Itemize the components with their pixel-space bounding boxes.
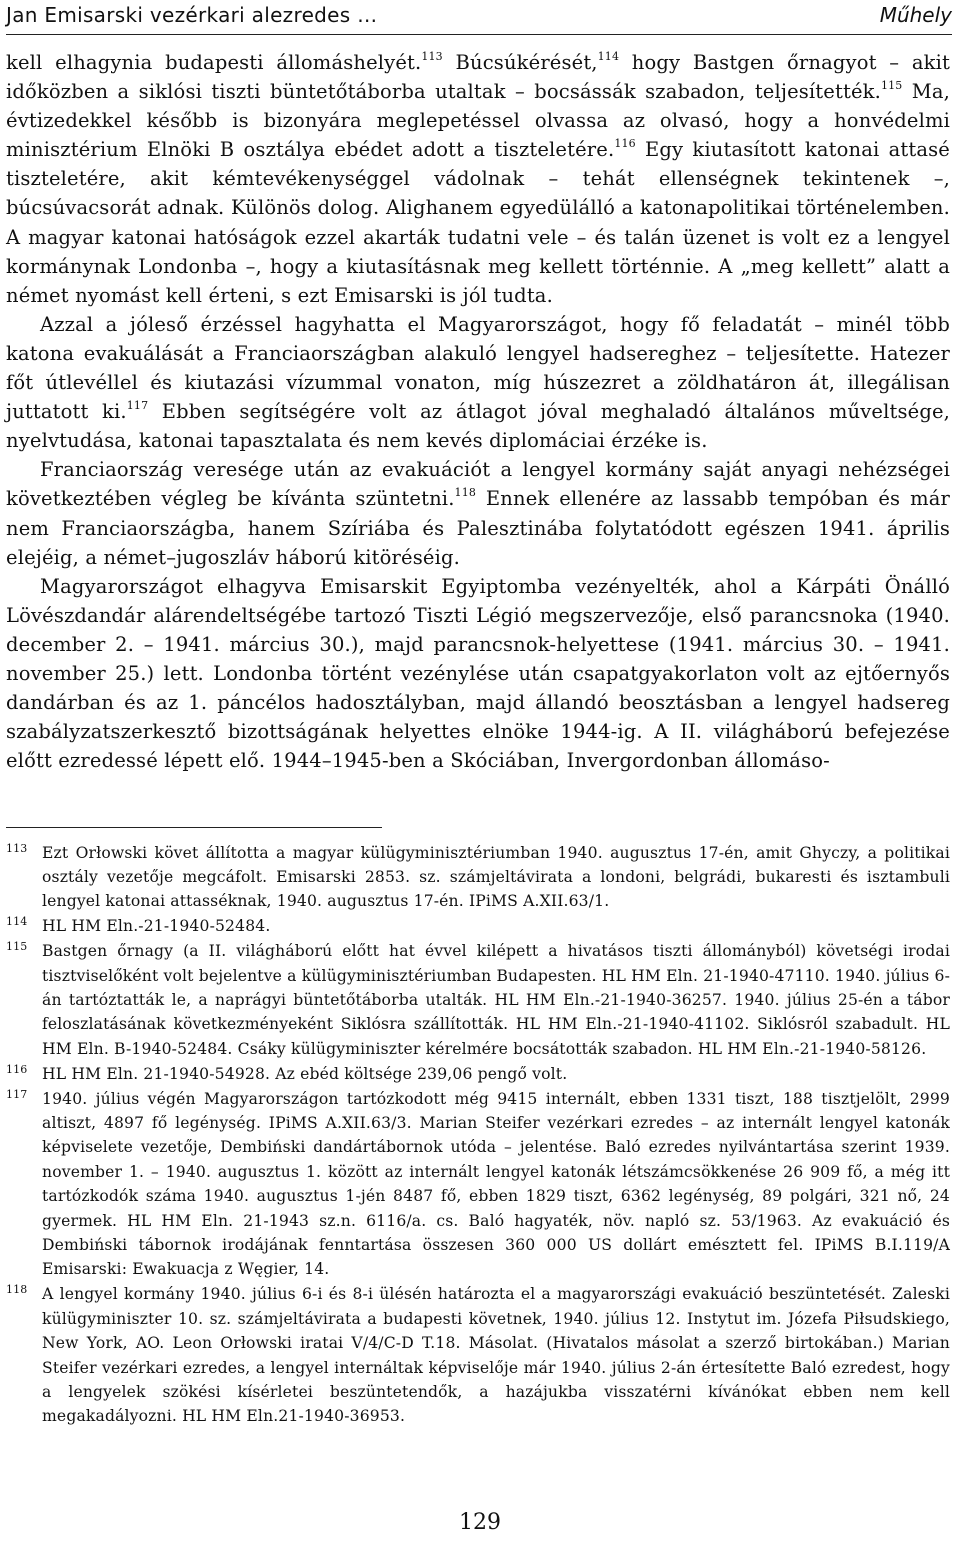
paragraph [6, 48, 950, 310]
footnote-ref[interactable]: 116 [614, 136, 636, 150]
footnote-number: 115 [6, 940, 28, 954]
text-run: Ma, évtizedekkel később is bizonyára meglepetéssel olvassa az olvasó, hogy a honvédelmi minisztérium Elnöki B osztálya ebédet adott a tiszteletére. [6, 80, 950, 162]
main-text [6, 48, 950, 775]
footnote-ref[interactable]: 114 [597, 49, 620, 63]
footnote [6, 914, 950, 938]
footnote-number: 116 [6, 1062, 28, 1076]
footnote-ref[interactable]: 113 [421, 49, 443, 63]
footnote-separator [6, 827, 382, 828]
footnote-number: 113 [6, 841, 28, 855]
footnote [6, 939, 950, 1061]
running-title: Jan Emisarski vezérkari alezredes … [6, 3, 378, 27]
footnote-text: HL HM Eln.-21-1940-52484. [42, 917, 271, 936]
footnote-text: A lengyel kormány 1940. július 6-i és 8-i ülésén határozta el a magyarországi evakuáció beszüntetését. Zaleski külügyminiszter 10. sz. számjeltávirata a budapesti követnek, 1940. július 12. Instytut im. Józefa Piłsudskiego, New York, AO. Leon Orłowski iratai V/4/C-D T.18. Másolat. (Hivatalos másolat a szerző birtokában.) Marian Steifer vezérkari ezredes, a lengyel internáltak képviselője már 1940. július 2-án értesítette Baló ezredest, hogy a lengyelek szökési kísérletei beszüntetendők, a hazájukba visszatérni kívánókat ebben nem kell megakadályozni. HL HM Eln.21-1940-36953. [42, 1285, 950, 1426]
text-run: Franciaország veresége után az evakuációt a lengyel kormány saját anyagi nehézségei következtében végleg be kívánta szüntetni. [6, 458, 950, 511]
text-run: kell elhagynia budapesti állomáshelyét. [6, 51, 422, 74]
text-run: Egy kiutasított katonai attasé tiszteletére, akit kémtevékenységgel vádolnak – tehát ellenségnek tekintenek –, búcsúvacsorát adnak. Különös dolog. Alighanem egyedülálló a katonapolitikai történelemben. A magyar katonai hatóságok ezzel akarták tudatni vele – és talán üzenet is volt ez a lengyel kormánynak Londonba –, hogy a kiutasításnak meg kellett történnie. A „meg kellett” alatt a német nyomást kell érteni, s ezt Emisarski is jól tudta. [6, 138, 950, 307]
footnotes [6, 840, 950, 1429]
footnote [6, 841, 950, 914]
text-run: Magyarországot elhagyva Emisarskit Egyiptomba vezényelték, ahol a Kárpáti Önálló Lövészdandár alárendeltségébe tartozó Tiszti Légió megszervezője, első parancsnoka (1940. december 2. – 1941. március 30.), majd parancsnok-helyettese (1941. március 30. – 1941. november 25.) lett. Londonba történt vezénylése után csapatgyakorlaton volt az ejtőernyős dandárban és az 1. páncélos hadosztályban, majd állandó beosztásban a lengyel hadsereg szabályzatszerkesztő bizottságának helyettes elnöke 1944-ig. A II. világháború befejezése előtt ezredessé lépett elő. 1944–1945-ben a Skóciában, Invergordonban állomáso- [6, 574, 950, 773]
footnote [6, 1062, 950, 1086]
footnote [6, 1282, 950, 1428]
footnote-text: Ezt Orłowski követ állította a magyar külügyminisztériumban 1940. augusztus 17-én, amit Ghyczy, a politikai osztály vezetője megcáfolt. Emisarski 2853. sz. számjeltávirata a londoni, belgrádi, bukaresti és isztambuli lengyel katonai attasséknak, 1940. augusztus 17-én. IPiMS A.XII.63/1. [42, 843, 950, 911]
text-run: hogy Bastgen őrnagyot – akit időközben a siklósi tiszti büntetőtáborba utaltak – bocsássák szabadon, teljesítették. [6, 51, 950, 104]
paragraph [6, 572, 950, 776]
footnote-ref[interactable]: 115 [880, 78, 903, 92]
text-run: Búcsúkérését, [442, 51, 598, 74]
running-header [6, 0, 952, 35]
footnote-number: 117 [6, 1087, 28, 1101]
footnote-number: 118 [6, 1283, 28, 1297]
footnote-text: HL HM Eln. 21-1940-54928. Az ebéd költsége 239,06 pengő volt. [42, 1064, 568, 1083]
paragraph [6, 455, 950, 571]
text-run: Azzal a jóleső érzéssel hagyhatta el Magyarországot, hogy fő feladatát – minél több katona evakuálását a Franciaországban alakuló lengyel hadsereghez – teljesítette. Hatezer főt útlevéllel és kiutazási vízummal vonaton, míg húszezret a zöldhatáron át, illegálisan juttatott ki. [6, 312, 950, 424]
paragraph [6, 310, 950, 455]
page-number: 129 [459, 1510, 501, 1535]
footnote-number: 114 [6, 915, 28, 929]
footnote-text: Bastgen őrnagy (a II. világháború előtt hat évvel kilépett a hivatásos tiszti állományból) követségi irodai tisztviselőként volt bejelentve a külügyminisztériumban Budapesten. HL HM Eln. 21-1940-47110. 1940. július 6-án tartóztatták le, a naprágyi büntetőtáborba utalták. HL HM Eln.-21-1940-36257. 1940. július 25-én a tábor feloszlatásának következményeként Siklósra szállították. HL HM Eln.-21-1940-41102. Siklósról szabadult. HL HM Eln. B-1940-52484. Csáky külügyminiszter kérelmére bocsátották szabadon. HL HM Eln.-21-1940-58126. [42, 942, 950, 1058]
footnote-ref[interactable]: 118 [454, 485, 476, 499]
footnote [6, 1087, 950, 1282]
text-run: Ebben segítségére volt az átlagot jóval meghaladó általános műveltsége, nyelvtudása, katonai tapasztalata és nem kevés diplomáciai érzéke is. [6, 400, 950, 453]
section-name: Műhely [879, 3, 952, 27]
footnote-ref[interactable]: 117 [126, 398, 149, 412]
footnote-text: 1940. július végén Magyarországon tartózkodott még 9415 internált, ebben 1331 tiszt, 188 tisztjelölt, 2999 altiszt, 4897 fő legénység. IPiMS A.XII.63/3. Marian Steifer vezérkari ezredes – az internált lengyel katonák képviselete vezetője, Dembiński dandártábornok utóda – jelentése. Baló ezredes nyilvántartása szerint 1939. november 1. – 1940. augusztus 1. között az internált lengyel katonák létszámcsökkenése 26 909 fő, a még itt tartózkodók száma 1940. augusztus 1-jén 8487 fő, ebben 1829 tiszt, 6362 legénység, 89 polgári, 321 nő, 24 gyermek. HL HM Eln. 21-1943 sz.n. 6116/a. cs. Baló hagyaték, növ. napló sz. 53/1963. Az evakuáció és Dembiński tábornok irodájának fenntartása összesen 360 000 US dollárt emésztett fel. IPiMS B.I.119/A Emisarski: Ewakuacja z Węgier, 14. [42, 1089, 950, 1279]
text-run: Ennek ellenére az lassabb tempóban és már nem Franciaországba, hanem Szíriába és Palesztinába folytatódott egészen 1941. április elejéig, a német–jugoszláv háború kitöréséig. [6, 487, 950, 569]
